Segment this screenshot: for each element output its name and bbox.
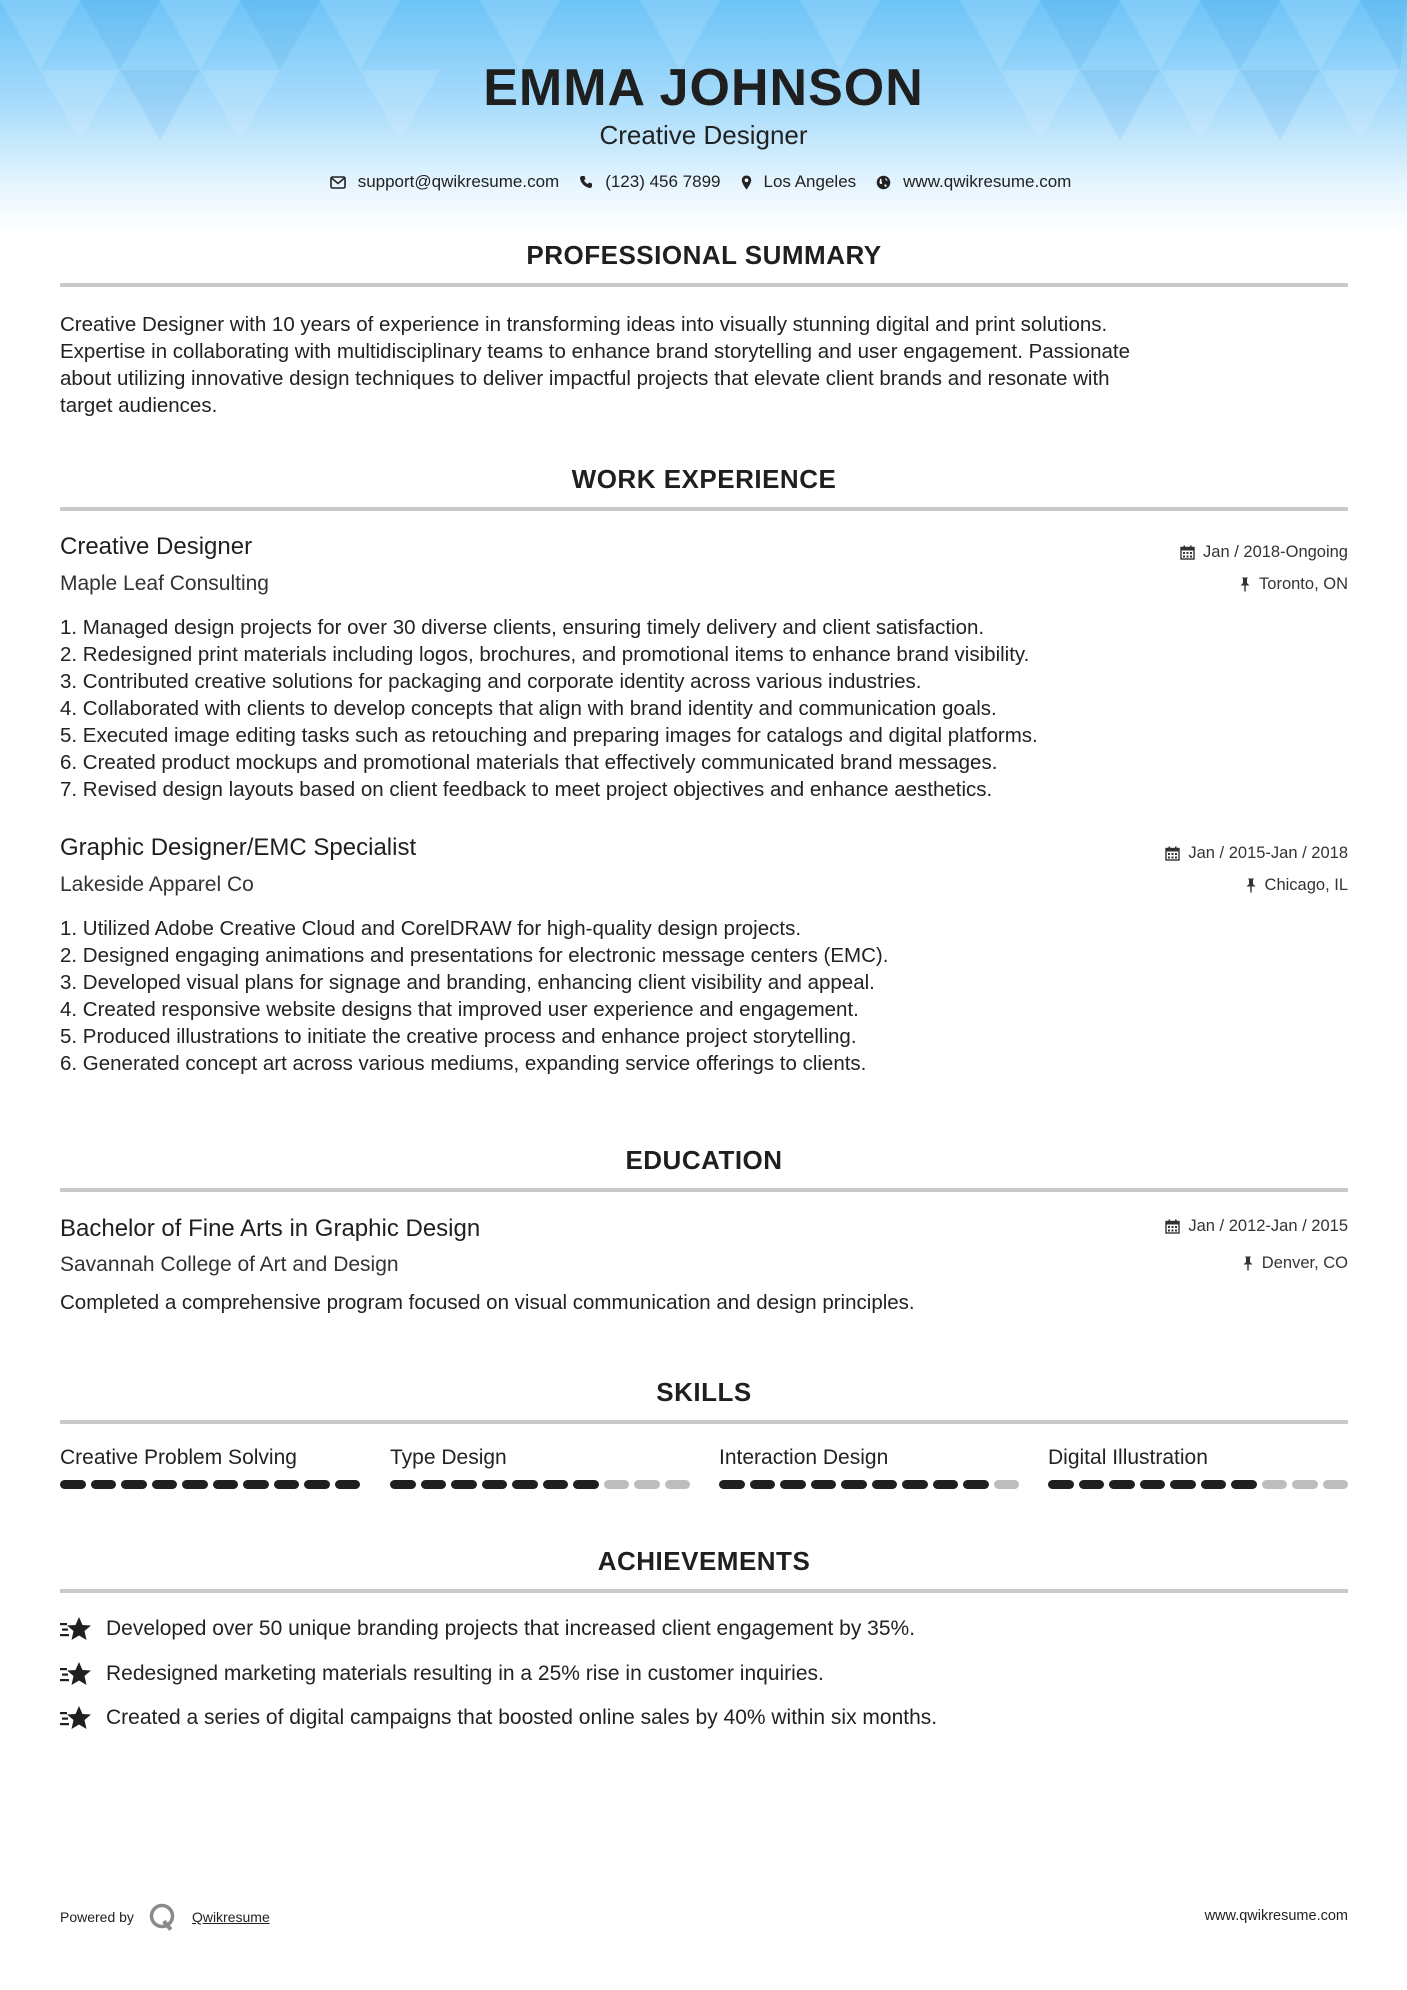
experience-heading: WORK EXPERIENCE bbox=[571, 464, 837, 494]
skill-item bbox=[719, 1446, 1019, 1489]
list-item: 7. Revised design layouts based on client feedback to meet project objectives and enhance aesthetics. bbox=[60, 778, 993, 801]
list-item: 5. Executed image editing tasks such as retouching and preparing images for catalogs and digital platforms. bbox=[60, 724, 1038, 747]
skill-dot-filled bbox=[872, 1480, 898, 1489]
achievements-heading: ACHIEVEMENTS bbox=[597, 1546, 811, 1576]
skill-dot-filled bbox=[573, 1480, 599, 1489]
summary-line: Creative Designer with 10 years of experience in transforming ideas into visually stunning digital and print solutions. bbox=[60, 313, 1108, 336]
degree-title: Bachelor of Fine Arts in Graphic Design bbox=[60, 1215, 481, 1242]
summary-line: about utilizing innovative design techniques to deliver impactful projects that elevate client brands and resonate with bbox=[60, 367, 1110, 390]
skill-dot-filled bbox=[213, 1480, 239, 1489]
experience-divider bbox=[60, 507, 1348, 511]
contact-website[interactable] bbox=[876, 172, 1071, 192]
job-dates-text: Jan / 2018-Ongoing bbox=[1203, 543, 1348, 561]
skill-dot-empty bbox=[1323, 1480, 1349, 1489]
skill-name: Creative Problem Solving bbox=[60, 1446, 297, 1469]
pushpin-icon bbox=[1239, 577, 1251, 592]
skill-dot-filled bbox=[451, 1480, 477, 1489]
job-dates bbox=[1165, 844, 1348, 863]
skill-rating bbox=[390, 1480, 690, 1489]
list-item: 5. Produced illustrations to initiate the creative process and enhance project storytelling. bbox=[60, 1025, 857, 1048]
star-award-icon bbox=[60, 1616, 92, 1642]
skill-item bbox=[60, 1446, 360, 1489]
skill-dot-filled bbox=[182, 1480, 208, 1489]
achievement-text: Redesigned marketing materials resulting in a 25% rise in customer inquiries. bbox=[106, 1662, 824, 1685]
skill-dot-filled bbox=[335, 1480, 361, 1489]
summary-line: target audiences. bbox=[60, 394, 218, 417]
contact-email[interactable] bbox=[330, 172, 560, 192]
skill-dot-filled bbox=[482, 1480, 508, 1489]
skill-dot-filled bbox=[512, 1480, 538, 1489]
summary-divider bbox=[60, 283, 1348, 287]
skill-rating bbox=[1048, 1480, 1348, 1489]
education-heading: EDUCATION bbox=[625, 1145, 783, 1175]
list-item: 1. Utilized Adobe Creative Cloud and CorelDRAW for high-quality design projects. bbox=[60, 917, 802, 940]
education-divider bbox=[60, 1188, 1348, 1192]
contact-phone[interactable] bbox=[579, 172, 720, 192]
pushpin-icon bbox=[1245, 878, 1257, 893]
list-item: 1. Managed design projects for over 30 diverse clients, ensuring timely delivery and client satisfaction. bbox=[60, 616, 985, 639]
skill-dot-filled bbox=[304, 1480, 330, 1489]
job-title: Creative Designer bbox=[60, 533, 253, 560]
list-item: 4. Created responsive website designs that improved user experience and engagement. bbox=[60, 998, 859, 1021]
skill-name: Interaction Design bbox=[719, 1446, 889, 1469]
education-description: Completed a comprehensive program focused on visual communication and design principles. bbox=[60, 1291, 915, 1314]
achievement-item bbox=[60, 1661, 824, 1687]
skill-name: Digital Illustration bbox=[1048, 1446, 1208, 1469]
skill-dot-filled bbox=[963, 1480, 989, 1489]
candidate-name: EMMA JOHNSON bbox=[483, 59, 924, 117]
summary-text bbox=[60, 311, 1348, 419]
skill-dot-filled bbox=[390, 1480, 416, 1489]
list-item: 6. Generated concept art across various mediums, expanding service offerings to clients. bbox=[60, 1052, 867, 1075]
job-bullets bbox=[60, 915, 1348, 1077]
skill-dot-filled bbox=[152, 1480, 178, 1489]
envelope-icon bbox=[330, 176, 346, 189]
calendar-icon bbox=[1165, 846, 1180, 861]
calendar-icon bbox=[1180, 545, 1195, 560]
achievement-text: Created a series of digital campaigns that boosted online sales by 40% within six months. bbox=[106, 1706, 938, 1729]
star-award-icon bbox=[60, 1661, 92, 1687]
job-title: Graphic Designer/EMC Specialist bbox=[60, 834, 417, 861]
achievement-item bbox=[60, 1705, 937, 1731]
skill-dot-empty bbox=[994, 1480, 1020, 1489]
skill-dot-filled bbox=[121, 1480, 147, 1489]
star-award-icon bbox=[60, 1705, 92, 1731]
skill-dot-filled bbox=[274, 1480, 300, 1489]
resume-header bbox=[0, 0, 1407, 235]
footer-website[interactable]: www.qwikresume.com bbox=[1204, 1908, 1348, 1924]
contact-bar bbox=[0, 172, 1407, 192]
skill-dot-filled bbox=[1048, 1480, 1074, 1489]
skill-dot-filled bbox=[841, 1480, 867, 1489]
qwikresume-link[interactable]: Qwikresume bbox=[191, 1909, 270, 1925]
education-location bbox=[1242, 1254, 1348, 1273]
skill-dot-filled bbox=[1140, 1480, 1166, 1489]
skills-heading: SKILLS bbox=[656, 1377, 752, 1407]
education-location-text: Denver, CO bbox=[1261, 1254, 1348, 1272]
skill-dot-filled bbox=[902, 1480, 928, 1489]
skill-dot-filled bbox=[1201, 1480, 1227, 1489]
school-name: Savannah College of Art and Design bbox=[60, 1253, 399, 1276]
skill-dot-filled bbox=[60, 1480, 86, 1489]
achievements-divider bbox=[60, 1589, 1348, 1593]
website-text: www.qwikresume.com bbox=[903, 172, 1072, 191]
skill-dot-filled bbox=[719, 1480, 745, 1489]
skill-item bbox=[1048, 1446, 1348, 1489]
skill-dot-filled bbox=[421, 1480, 447, 1489]
skill-dot-filled bbox=[1231, 1480, 1257, 1489]
skill-dot-filled bbox=[1109, 1480, 1135, 1489]
qwikresume-logo-icon bbox=[148, 1902, 178, 1932]
list-item: 2. Redesigned print materials including logos, brochures, and promotional items to enhance brand visibility. bbox=[60, 643, 1030, 666]
skill-name: Type Design bbox=[390, 1446, 507, 1469]
summary-line: Expertise in collaborating with multidisciplinary teams to enhance brand storytelling and user engagement. Passionate bbox=[60, 340, 1131, 363]
job-location bbox=[1239, 575, 1348, 594]
skill-dot-filled bbox=[243, 1480, 269, 1489]
summary-heading: PROFESSIONAL SUMMARY bbox=[526, 240, 882, 270]
job-company: Maple Leaf Consulting bbox=[60, 572, 269, 595]
candidate-title: Creative Designer bbox=[599, 120, 808, 150]
list-item: 2. Designed engaging animations and presentations for electronic message centers (EMC). bbox=[60, 944, 889, 967]
job-dates-text: Jan / 2015-Jan / 2018 bbox=[1188, 844, 1348, 862]
job-bullets bbox=[60, 614, 1348, 803]
achievement-text: Developed over 50 unique branding projects that increased client engagement by 35%. bbox=[106, 1617, 916, 1640]
skill-dot-filled bbox=[1079, 1480, 1105, 1489]
powered-by-label: Powered by bbox=[60, 1909, 134, 1925]
list-item: 6. Created product mockups and promotional materials that effectively communicated brand messages. bbox=[60, 751, 998, 774]
skill-dot-filled bbox=[933, 1480, 959, 1489]
phone-icon bbox=[579, 175, 593, 189]
skill-dot-filled bbox=[543, 1480, 569, 1489]
skills-divider bbox=[60, 1420, 1348, 1424]
job-location-text: Chicago, IL bbox=[1264, 876, 1348, 894]
calendar-icon bbox=[1165, 1219, 1180, 1234]
skill-dot-empty bbox=[665, 1480, 691, 1489]
map-pin-icon bbox=[741, 175, 752, 190]
job-location-text: Toronto, ON bbox=[1259, 575, 1348, 593]
footer-powered-by bbox=[60, 1902, 270, 1932]
skill-dot-empty bbox=[1292, 1480, 1318, 1489]
contact-location bbox=[741, 172, 857, 192]
email-text: support@qwikresume.com bbox=[357, 172, 560, 191]
skill-dot-filled bbox=[91, 1480, 117, 1489]
skill-dot-filled bbox=[780, 1480, 806, 1489]
achievement-item bbox=[60, 1616, 915, 1642]
phone-text: (123) 456 7899 bbox=[605, 172, 721, 191]
skill-dot-filled bbox=[750, 1480, 776, 1489]
skill-dot-empty bbox=[1262, 1480, 1288, 1489]
education-dates bbox=[1165, 1217, 1348, 1236]
location-text: Los Angeles bbox=[763, 172, 857, 191]
skill-dot-filled bbox=[1170, 1480, 1196, 1489]
skill-dot-empty bbox=[604, 1480, 630, 1489]
job-company: Lakeside Apparel Co bbox=[60, 873, 254, 896]
list-item: 3. Contributed creative solutions for packaging and corporate identity across various industries. bbox=[60, 670, 922, 693]
education-dates-text: Jan / 2012-Jan / 2015 bbox=[1188, 1217, 1348, 1235]
skill-rating bbox=[719, 1480, 1019, 1489]
skill-rating bbox=[60, 1480, 360, 1489]
job-location bbox=[1245, 876, 1348, 895]
skill-item bbox=[390, 1446, 690, 1489]
list-item: 3. Developed visual plans for signage and branding, enhancing client visibility and appeal. bbox=[60, 971, 875, 994]
pushpin-icon bbox=[1242, 1256, 1254, 1271]
skill-dot-empty bbox=[634, 1480, 660, 1489]
skill-dot-filled bbox=[811, 1480, 837, 1489]
list-item: 4. Collaborated with clients to develop concepts that align with brand identity and communication goals. bbox=[60, 697, 997, 720]
job-dates bbox=[1180, 543, 1348, 562]
globe-icon bbox=[876, 175, 891, 190]
